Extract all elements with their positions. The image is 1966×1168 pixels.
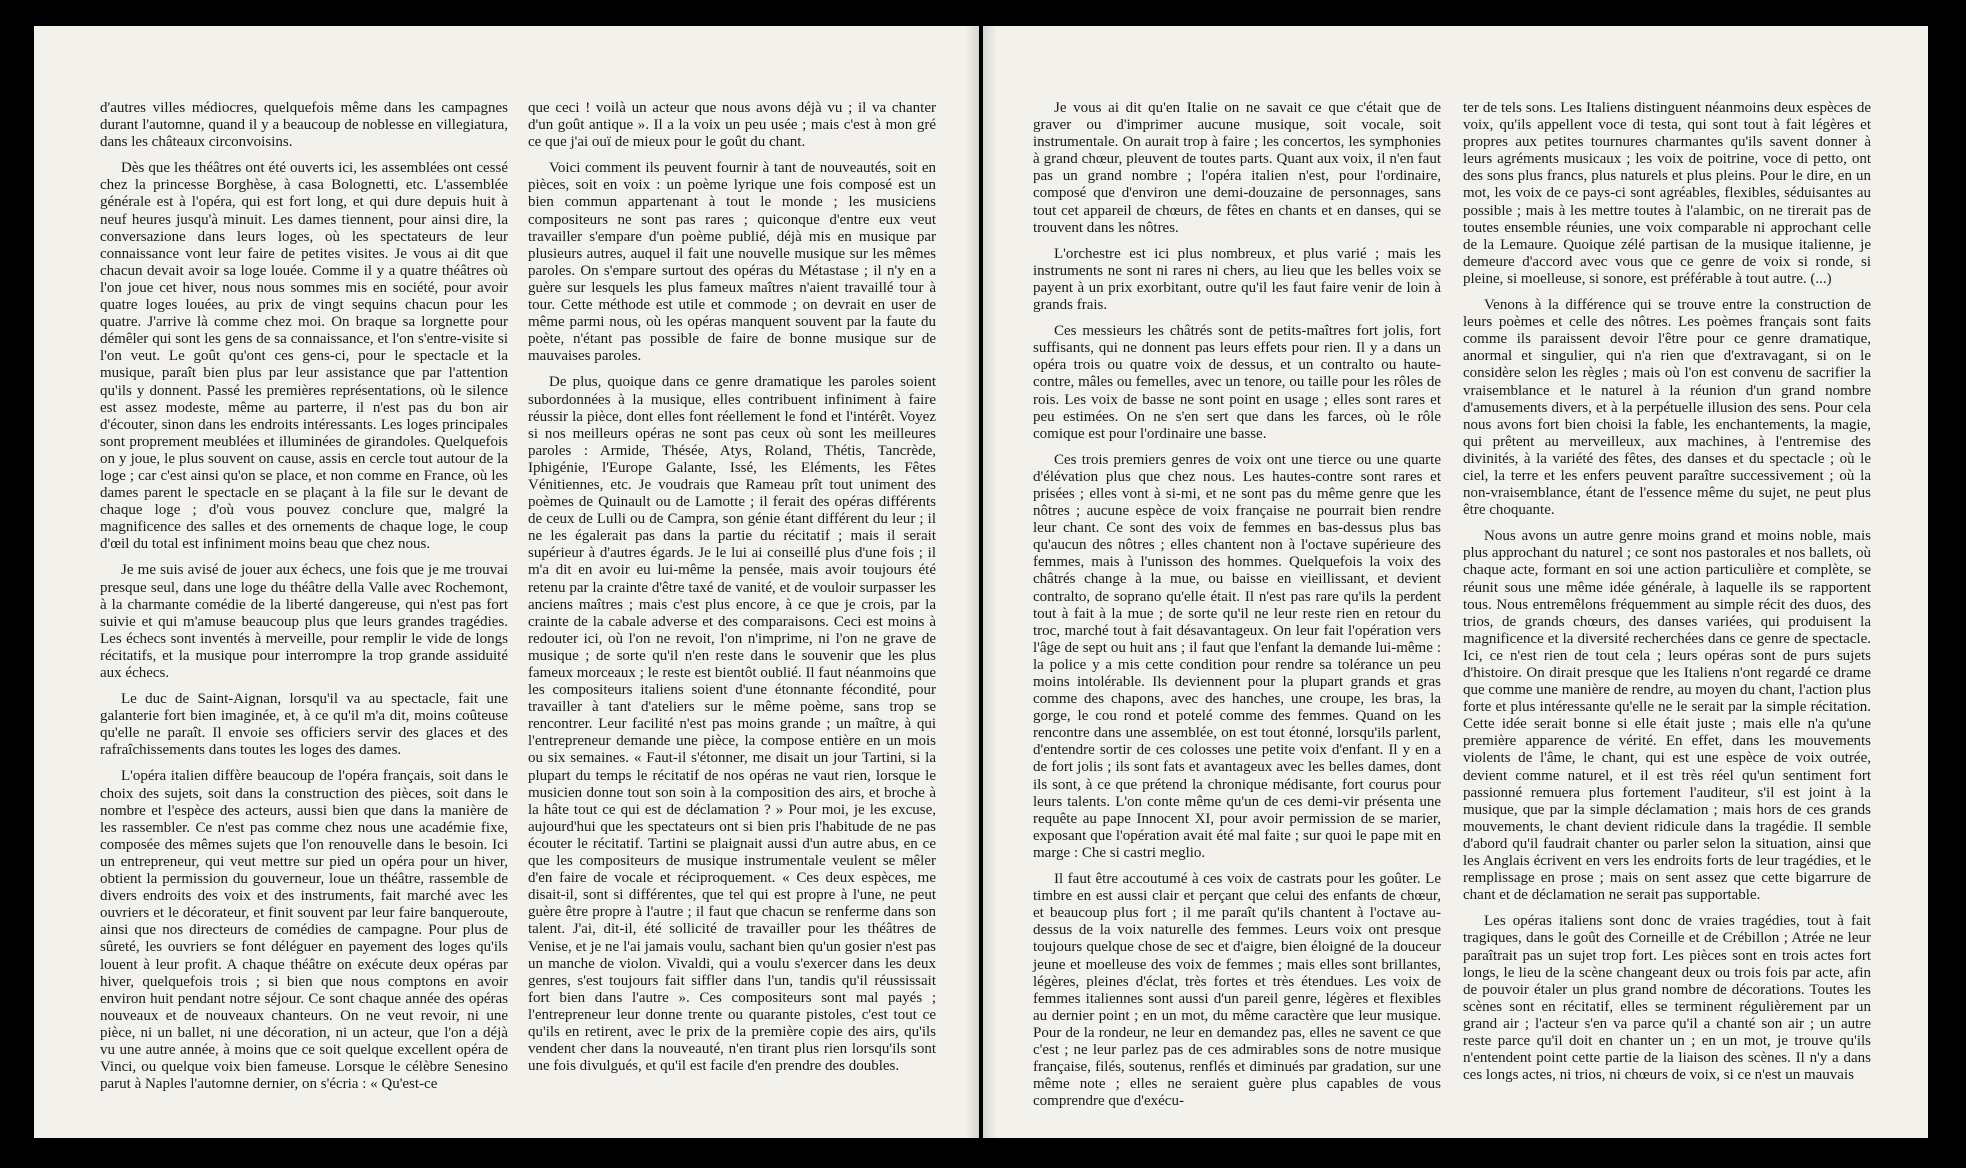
paragraph: Ces trois premiers genres de voix ont une tierce ou une quarte d'élévation plus que chez nous. Les hautes-contre sont rares et prisées ; elles vont à si-mi, et ne sont pas du même genre que les nôtres ; aucune espèce de voix française ne pourrait bien rendre leur chant. Ce sont des voix de femmes en bas-dessus plus bas qu'aucun des nôtres ; elles chantent non à l'octave supérieure des femmes, mais à l'unisson des hommes. Quelquefois la voix des châtrés change à la mue, ou baisse en vieillissant, et devient contralto, de soprano qu'elle était. Il n'est pas rare qu'ils la perdent tout à fait à la mue ; de sorte qu'il ne leur reste rien en retour du troc, marché tout à fait désavantageux. On leur fait l'opération vers l'âge de sept ou huit ans ; il faut que l'enfant la demande lui-même : la police y a mis cette condition pour rendre sa tolérance un peu moins intolérable. Ils deviennent pour la plupart grands et gras comme des chapons, avec des hanches, une croupe, les bras, la gorge, le cou rond et potelé comme des femmes. Quand on les rencontre dans une assemblée, on est tout étonné, lorsqu'ils parlent, d'entendre sortir de ces colosses une petite voix d'enfant. Il y en a de fort jolis ; ils sont fats et avantageux avec les belles dames, dont ils sont, à ce que prétend la chronique médisante, fort courus pour leurs talents. L'on conte même qu'un de ces demi-vir présenta une requête au pape Innocent XI, pour avoir permission de se marier, exposant que l'opération avait été mal faite ; sur quoi le pape mit en marge : Che si castri meglio. xyxy=(1033,451,1441,861)
paragraph: Nous avons un autre genre moins grand et moins noble, mais plus approchant du naturel ; ce sont nos pastorales et nos ballets, où chaque acte, formant en soi une action particulière et complète, se réunit sous une même idée générale, à laquelle ils se rapportent tous. Nous entremêlons fréquemment au simple récit des duos, des trios, de grands chœurs, des danses variées, qui produisent la magnificence et la diversité recherchées dans ce genre de spectacle. Ici, ce n'est rien de tout cela ; leurs opéras sont de purs sujets d'histoire. On dirait presque que les Italiens n'ont regardé ce drame que comme une manière de rendre, au moyen du chant, l'action plus forte et plus intéressante qu'elle ne le serait par la simple récitation. Cette idée serait bonne si elle était juste ; mais elle n'a qu'une première apparence de vérité. En effet, dans les mouvements violents de l'âme, le chant, qui est une espèce de voix outrée, devient comme naturel, et il est très réel qu'un sentiment fort passionné remuera plus fortement l'auditeur, s'il est joint à la musique, que par la simple déclamation ; mais hors de ces grands mouvements, le chant devient ridicule dans la tragédie. Il semble d'abord qu'il faudrait chanter ou parler selon la situation, ainsi que les Anglais écrivent en vers les endroits forts de leur tragédies, et le remplissage en prose ; mais on sent assez que cette bigarrure de chant et de déclamation ne serait pas supportable. xyxy=(1463,528,1871,904)
paragraph: Je me suis avisé de jouer aux échecs, une fois que je me trouvai presque seul, dans une loge du théâtre della Valle avec Rochemont, à la charmante comédie de la liberté dangereuse, qui n'est pas fort suivie et qui m'amuse beaucoup plus que leurs grandes tragédies. Les échecs sont inventés à merveille, pour remplir le vide de longs récitatifs, et la musique pour interrompre la trop grande assiduité aux échecs. xyxy=(100,562,508,681)
paragraph: Voici comment ils peuvent fournir à tant de nouveautés, soit en pièces, soit en voix : un poème lyrique une fois composé est un bien commun appartenant à tout le monde ; les musiciens compositeurs ne sont pas rares ; quiconque d'entre eux veut travailler s'empare d'un poème publié, déjà mis en musique par plusieurs autres, auquel il fait une nouvelle musique sur les mêmes paroles. On s'empare surtout des opéras du Métastase ; il n'y en a guère sur lesquels les plus fameux maîtres n'aient travaillé tour à tour. Cette méthode est utile et commode ; on devrait en user de même parmi nous, où les opéras manquent souvent par la faute du poète, n'étant pas possible de faire de bonne musique sur de mauvaises paroles. xyxy=(528,160,936,365)
right-page-column-2 xyxy=(1463,100,1871,1100)
left-page xyxy=(34,26,979,1138)
left-page-column-1 xyxy=(100,100,508,1100)
paragraph: Les opéras italiens sont donc de vraies tragédies, tout à fait tragiques, dans le goût des Corneille et de Crébillon ; Atrée ne leur paraîtrait pas un sujet trop fort. Les pièces sont en trois actes fort longs, le lieu de la scène changeant deux ou trois fois par acte, afin de pouvoir étaler un plus grand nombre de décorations. Toutes les scènes sont en récitatif, elles se terminent régulièrement par un grand air ; l'acteur s'en va parce qu'il a chanté son air ; un autre reste parce qu'il doit en chanter un ; en un mot, je trouve qu'ils n'entendent point cette partie de la liaison des scènes. Il n'y a dans ces longs actes, ni trios, ni chœurs de voix, si ce n'est un mauvais xyxy=(1463,913,1871,1084)
page-fold-shadow xyxy=(965,26,979,1138)
left-page-column-2 xyxy=(528,100,936,1100)
right-page xyxy=(983,26,1928,1138)
paragraph: ter de tels sons. Les Italiens distinguent néanmoins deux espèces de voix, qu'ils appellent voce di testa, qui sont tout à fait légères et propres aux petites tournures charmantes qu'ils savent donner à leurs agréments musicaux ; les voix de poitrine, voce di petto, ont des sons plus francs, plus naturels et plus pleins. Pour le dire, en un mot, les voix de ce pays-ci sont agréables, flexibles, séduisantes au possible ; mais à les mettre toutes à l'alambic, on ne tirerait pas de toutes ensemble réunies, une voix comparable ni approchant celle de la Lemaure. Quoique zélé partisan de la musique italienne, je demeure d'accord avec vous que ce genre de voix si ronde, si pleine, si moelleuse, si sonore, est préférable à tout autre. (...) xyxy=(1463,100,1871,287)
paragraph: Ces messieurs les châtrés sont de petits-maîtres fort jolis, fort suffisants, qui ne donnent pas leurs effets pour rien. Il y a dans un opéra trois ou quatre voix de dessus, et un contralto ou haute-contre, mâles ou femelles, avec un tenore, ou taille pour les rôles de rois. Les voix de basse ne sont point en usage ; elles sont rares et peu estimées. On ne s'en sert que dans les farces, où le rôle comique est pour l'ordinaire une basse. xyxy=(1033,323,1441,442)
paragraph: L'opéra italien diffère beaucoup de l'opéra français, soit dans le choix des sujets, soit dans la construction des pièces, soit dans le nombre et l'espèce des acteurs, aussi bien que dans la manière de les rassembler. Ce n'est pas comme chez nous une académie fixe, composée des mêmes sujets que l'on renouvelle dans le besoin. Ici un entrepreneur, qui veut mettre sur pied un opéra pour un hiver, obtient la permission du gouverneur, loue un théâtre, rassemble de divers endroits des voix et des instruments, fait marché avec les ouvriers et le décorateur, et finit souvent par leur faire banqueroute, ainsi que nos directeurs de comédies de campagne. Pour plus de sûreté, les ouvriers se font déléguer en payement des loges qu'ils louent à leur profit. A chaque théâtre on exécute deux opéras par hiver, quelquefois trois ; si bien que nous comptons en avoir environ huit pendant notre séjour. Ce sont chaque année des opéras nouveaux et de nouveaux chanteurs. On ne veut revoir, ni une pièce, ni un ballet, ni une décoration, ni un acteur, que l'on a déjà vu une autre année, à moins que ce soit quelque excellent opéra de Vinci, ou quelque voix bien fameuse. Lorsque le célèbre Senesino parut à Naples l'automne dernier, on s'écria : « Qu'est-ce xyxy=(100,768,508,1093)
paragraph: que ceci ! voilà un acteur que nous avons déjà vu ; il va chanter d'un goût antique ». Il a la voix un peu usée ; mais c'est à mon gré ce que j'ai ouï de mieux pour le goût du chant. xyxy=(528,100,936,151)
paragraph: Le duc de Saint-Aignan, lorsqu'il va au spectacle, fait une galanterie fort bien imaginée, et, à ce qu'il m'a dit, moins coûteuse qu'elle ne paraît. Il envoie ses officiers servir des glaces et des rafraîchissements dans toutes les loges des dames. xyxy=(100,691,508,759)
paragraph: d'autres villes médiocres, quelquefois même dans les campagnes durant l'automne, quand il y a beaucoup de noblesse en villegiatura, dans les châteaux circonvoisins. xyxy=(100,100,508,151)
paragraph: Venons à la différence qui se trouve entre la construction de leurs poèmes et celle des nôtres. Les poèmes français sont faits comme ils paraissent devoir l'être pour ce genre dramatique, anormal et singulier, qui n'a rien que d'extravagant, si on le considère selon les règles ; mais où l'on est convenu de sacrifier la vraisemblance et le naturel à la réunion d'un grand nombre d'amusements divers, et à la perpétuelle illusion des sens. Pour cela nous avons fort bien choisi la fable, les enchantements, la magie, qui prêtent au merveilleux, aux machines, à l'entremise des divinités, à la variété des fêtes, des danses et du spectacle ; où le ciel, la terre et les enfers peuvent paraître successivement ; où la non-vraisemblance, étant de l'essence même du sujet, ne peut plus être choquante. xyxy=(1463,297,1871,519)
paragraph: Il faut être accoutumé à ces voix de castrats pour les goûter. Le timbre en est aussi clair et perçant que celui des enfants de chœur, et beaucoup plus fort ; il me paraît qu'ils chantent à l'octave au-dessus de la voix naturelle des femmes. Leurs voix ont presque toujours quelque chose de sec et d'aigre, bien éloigné de la douceur jeune et moelleuse des voix de femmes ; mais elles sont brillantes, légères, pleines d'éclat, très fortes et très étendues. Les voix de femmes italiennes sont aussi d'un pareil genre, légères et flexibles au dernier point ; en un mot, du même caractère que leur musique. Pour de la rondeur, ne leur en demandez pas, elles ne savent ce que c'est ; ne leur parlez pas de ces admirables sons de notre musique française, filés, soutenus, renflés et diminués par gradation, sur une même note ; elles ne seraient guère plus capables de vous comprendre que d'exécu- xyxy=(1033,871,1441,1110)
right-page-column-1 xyxy=(1033,100,1441,1110)
page-fold-shadow xyxy=(983,26,997,1138)
paragraph: De plus, quoique dans ce genre dramatique les paroles soient subordonnées à la musique, elles contribuent infiniment à faire réussir la pièce, dont elles font réellement le fond et l'intérêt. Voyez si nos meilleurs opéras ne sont pas ceux où sont les meilleures paroles : Armide, Thésée, Atys, Roland, Thétis, Tancrède, Iphigénie, l'Europe Galante, Issé, les Eléments, les Fêtes Vénitiennes, etc. Je voudrais que Rameau prît tout uniment des poèmes de Quinault ou de Lamotte ; il ferait des opéras différents de ceux de Lulli ou de Campra, son génie étant différent du leur ; il ne les égalerait pas dans la partie du récitatif ; mais il serait supérieur à d'autres égards. Je le lui ai conseillé plus d'une fois ; il m'a dit en avoir eu lui-même la pensée, mais avoir toujours été retenu par la crainte d'être taxé de vanité, et de vouloir surpasser les anciens maîtres ; mais c'est plus encore, à ce que je crois, par la crainte de la cabale adverse et des comparaisons. Ceci est moins à redouter ici, où l'on ne revoit, l'on n'imprime, ni l'on ne grave de musique ; de sorte qu'il n'en reste dans le souvenir que les plus fameux morceaux ; le reste est bientôt oublié. Il faut néanmoins que les compositeurs italiens soient d'une étonnante fécondité, pour travailler à tant d'ateliers sur le même poème, sans trop se rencontrer. Leur facilité n'est pas moins grande ; un maître, à qui l'entrepreneur demande une pièce, la compose entière en un mois ou six semaines. « Faut-il s'étonner, me disait un jour Tartini, si la plupart du temps le récitatif de nos opéras ne vaut rien, lorsque le musicien donne tout son soin à la composition des airs, et broche à la hâte tout ce qui est de déclamation ? » Pour moi, je les excuse, aujourd'hui que les spectateurs ont si bien pris l'habitude de ne pas écouter le récitatif. Tartini se plaignait aussi d'un autre abus, en ce que les compositeurs de musique instrumentale veulent se mêler d'en faire de vocale et réciproquement. « Ces deux espèces, me disait-il, sont si différentes, que tel qui est propre à l'une, ne peut guère être propre à l'autre ; il faut que chacun se renferme dans son talent. J'ai, dit-il, été sollicité de travailler pour les théâtres de Venise, et je ne l'ai jamais voulu, sachant bien qu'un gosier n'est pas un manche de violon. Vivaldi, qui a voulu s'exercer dans les deux genres, s'est toujours fait siffler dans l'un, tandis qu'il réussissait fort bien dans l'autre ». Ces compositeurs sont mal payés ; l'entrepreneur leur donne trente ou quarante pistoles, c'est tout ce qu'ils en retirent, avec le prix de la première copie des airs, qu'ils vendent cher dans la nouveauté, n'en tirant plus rien lorsqu'ils sont une fois divulgués, et qu'il est facile d'en prendre des doubles. xyxy=(528,374,936,1075)
paragraph: Je vous ai dit qu'en Italie on ne savait ce que c'était que de graver ou d'imprimer aucune musique, soit vocale, soit instrumentale. On aurait trop à faire ; les concertos, les symphonies à grand chœur, pleuvent de toutes parts. Quant aux voix, il n'en faut pas un grand nombre ; l'opéra italien n'est, pour l'ordinaire, composé que d'environ une demi-douzaine de personnages, sans tout cet appareil de chœurs, de fêtes en chants et en danses, qui se trouvent dans les nôtres. xyxy=(1033,100,1441,236)
paragraph: L'orchestre est ici plus nombreux, et plus varié ; mais les instruments ne sont ni rares ni chers, au lieu que les belles voix se payent à un prix exorbitant, outre qu'il les faut faire venir de loin à grands frais. xyxy=(1033,245,1441,314)
paragraph: Dès que les théâtres ont été ouverts ici, les assemblées ont cessé chez la princesse Borghèse, à casa Bolognetti, etc. L'assemblée générale est à l'opéra, qui est fort long, et qui dure depuis huit à neuf heures jusqu'à minuit. Les dames tiennent, pour ainsi dire, la conversazione dans leurs loges, où les spectateurs de leur connaissance vont leur faire de petites visites. Je vous ai dit que chacun devait avoir sa loge louée. Comme il y a quatre théâtres où l'on joue cet hiver, nous nous sommes mis en société, pour avoir quatre loges louées, au prix de vingt sequins chacun pour les quatre. J'arrive là comme chez moi. On braque sa lorgnette pour démêler qui sont les gens de sa connaissance, et l'on s'entre-visite si l'on veut. Le goût qu'ont ces gens-ci, pour le spectacle et la musique, paraît bien plus par leur assistance que par l'attention qu'ils y donnent. Passé les premières représentations, où le silence est assez modeste, même au parterre, il n'est pas du bon air d'écouter, sinon dans les endroits intéressants. Les loges principales sont proprement meublées et illuminées de girandoles. Quelquefois on y joue, le plus souvent on cause, assis en cercle tout autour de la loge ; car c'est ainsi qu'on se place, et non comme en France, où les dames parent le spectacle en se plaçant à la file sur le devant de chaque loge ; d'où vous pouvez conclure que, malgré la magnificence des salles et des ornements de chaque loge, le coup d'œil du total est infiniment moins beau que chez nous. xyxy=(100,160,508,553)
